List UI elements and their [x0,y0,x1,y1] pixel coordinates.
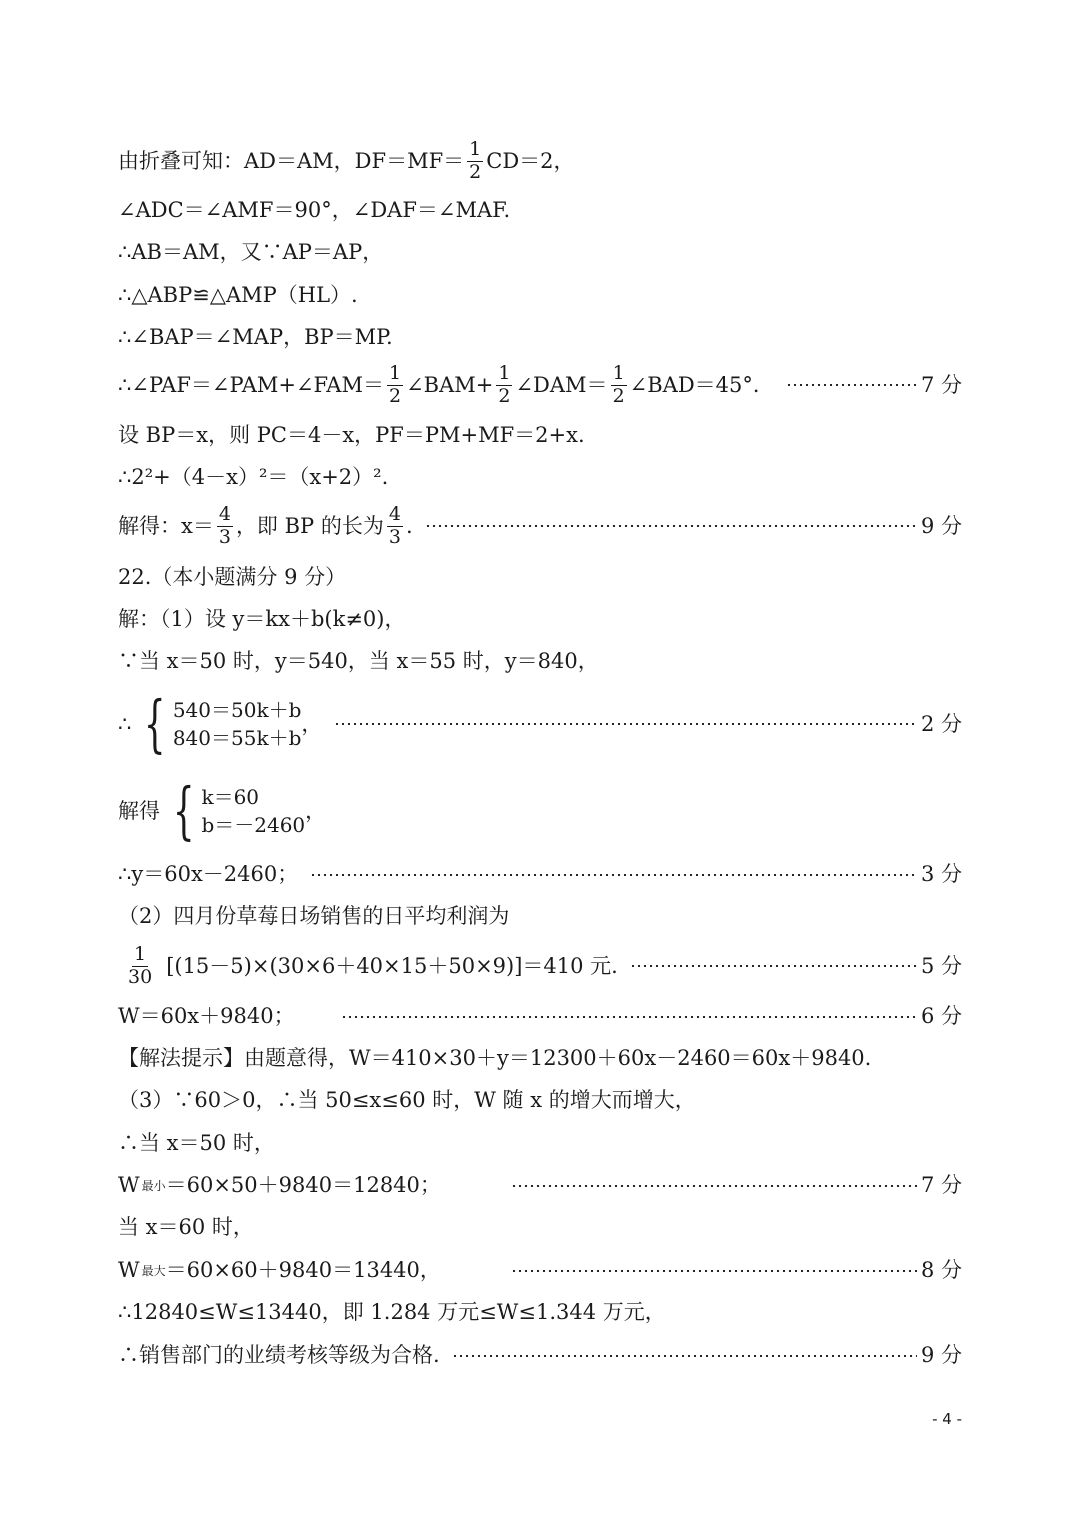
dot-leader [630,965,917,967]
part3-monotonic-line: （3）∵60＞0，∴当 50≤x≤60 时，W 随 x 的增大而增大， [118,1088,696,1112]
solution-system: { k＝60 b＝－2460 [172,774,306,847]
angle-equality-line: ∠ADC＝∠AMF＝90°，∠DAF＝∠MAF. [118,198,511,222]
part1-setup-line: 解：（1）设 y＝kx＋b(k≠0)， [118,607,406,631]
congruence-line: ∴△ABP≌△AMP（HL）. [118,283,358,307]
dot-leader [341,1016,917,1018]
fraction-four-thirds-2: $\frac{4}{3}$ [388,503,401,548]
page-number: - 4 - [932,1410,962,1428]
part2-heading: （2）四月份草莓日场销售的日平均利润为 [118,904,510,928]
fold-relation-line: 由折叠可知：AD＝AM，DF＝MF＝ $\frac{1}{2}$ CD＝2， [118,138,575,183]
question-22-heading: 22.（本小题满分 9 分） [118,565,347,589]
score-label: 7 分 [920,1173,962,1197]
linear-function-line: ∴y＝60x－2460； 3 分 [118,862,962,886]
fraction-one-thirtieth: $\frac{1}{30}$ [128,943,153,988]
paf-45-line: ∴∠PAF＝∠PAM+∠FAM＝ $\frac{1}{2}$ ∠BAM+ $\frac{1}{2}$ ∠DAM＝ $\frac{1}{2}$ ∠BAD＝45°． 7 分 [118,362,962,407]
set-bp-line: 设 BP＝x，则 PC＝4－x，PF＝PM+MF＝2+x. [118,423,585,447]
dot-leader [334,723,917,725]
score-label: 8 分 [920,1258,962,1282]
score-label: 3 分 [920,862,962,886]
score-label: 9 分 [920,1343,962,1367]
given-values-line: ∵当 x＝50 时，y＝540，当 x＝55 时，y＝840， [118,649,599,673]
bap-map-line: ∴∠BAP＝∠MAP，BP＝MP. [118,325,393,349]
w-range-line: ∴12840≤W≤13440，即 1.284 万元≤W≤1.344 万元， [118,1300,666,1324]
left-brace-icon: { [144,687,166,760]
w-min-line: W 最小 ＝60×50＋9840＝12840； 7 分 [118,1173,962,1197]
ab-am-line: ∴AB＝AM，又∵AP＝AP， [118,240,384,264]
average-profit-line: $\frac{1}{30}$ [(15－5)×(30×6＋40×15＋50×9)]＝410 元. 5 分 [128,943,962,988]
equation-system: { 540＝50k＋b 840＝55k＋b [144,687,302,760]
fraction-half: $\frac{1}{2}$ [469,138,482,183]
score-label: 7 分 [920,372,962,397]
when-x-60-line: 当 x＝60 时， [118,1215,254,1239]
fraction-half-3: $\frac{1}{2}$ [612,362,625,407]
dot-leader [310,874,917,876]
w-function-line: W＝60x＋9840； 6 分 [118,1004,962,1028]
score-label: 2 分 [920,711,962,736]
solve-bp-line: 解得：x＝ $\frac{4}{3}$ ，即 BP 的长为 $\frac{4}{3}$ . 9 分 [118,503,962,548]
dot-leader [511,1270,917,1272]
dot-leader [786,384,917,386]
pythagorean-equation-line: ∴2²+（4－x）²＝（x+2）². [118,465,389,489]
left-brace-icon: { [172,774,195,847]
score-label: 6 分 [920,1004,962,1028]
fraction-half-1: $\frac{1}{2}$ [388,362,402,407]
score-label: 5 分 [920,953,962,978]
score-label: 9 分 [920,513,962,538]
fraction-four-thirds: $\frac{4}{3}$ [218,503,231,548]
method-hint-line: 【解法提示】由题意得，W＝410×30＋y＝12300＋60x－2460＝60x＋9840. [118,1046,872,1070]
solution-system-line: 解得 { k＝60 b＝－2460 ， [118,774,327,847]
dot-leader [511,1185,917,1187]
when-x-50-line: ∴当 x＝50 时， [118,1131,275,1155]
w-max-line: W 最大 ＝60×60＋9840＝13440， 8 分 [118,1258,962,1282]
dot-leader [452,1355,917,1357]
conclusion-line: ∴销售部门的业绩考核等级为合格. 9 分 [118,1343,962,1367]
fraction-half-2: $\frac{1}{2}$ [498,362,511,407]
equation-system-line: ∴ { 540＝50k＋b 840＝55k＋b ， 2 分 [118,687,962,760]
dot-leader [425,525,917,527]
